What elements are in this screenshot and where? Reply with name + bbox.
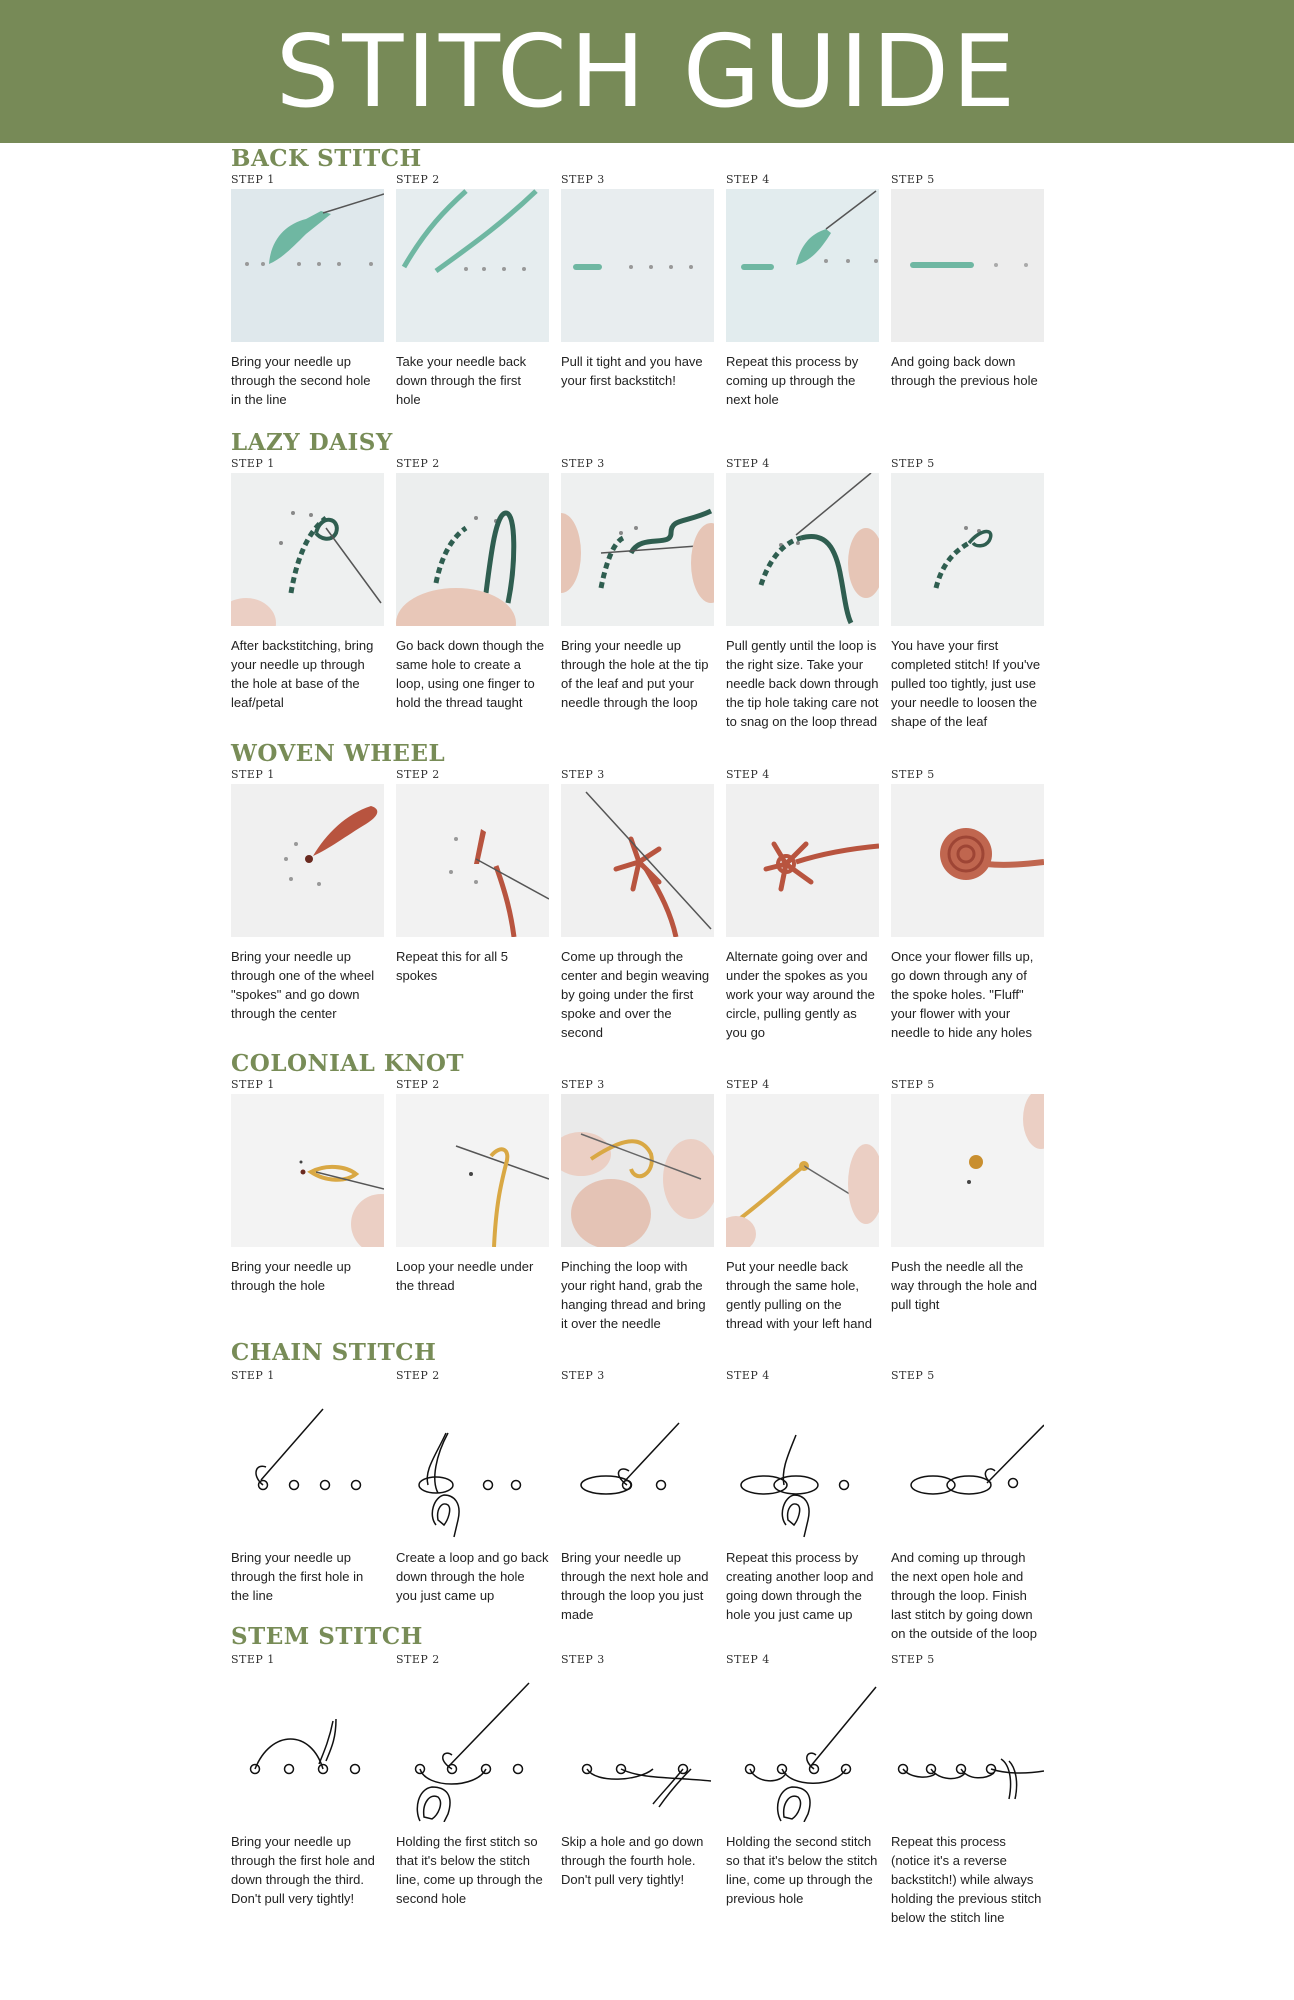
step-photo — [561, 473, 714, 626]
step-photo — [891, 1094, 1044, 1247]
step-description: Come up through the center and begin weaving by going under the first spoke and over the second — [561, 949, 710, 1040]
step-label: STEP 5 — [891, 1653, 935, 1666]
step-card — [561, 1369, 714, 1624]
step-description: Bring your needle up through the first hole in the line — [231, 1550, 364, 1603]
step-description: After backstitching, bring your needle up through the hole at base of the leaf/petal — [231, 638, 374, 710]
step-photo — [396, 1669, 549, 1822]
step-label: STEP 2 — [396, 768, 440, 781]
step-label: STEP 3 — [561, 457, 605, 470]
step-photo — [231, 1094, 384, 1247]
step-label: STEP 1 — [231, 1078, 275, 1091]
step-photo — [561, 1094, 714, 1247]
step-label: STEP 1 — [231, 173, 275, 186]
page-title: STITCH GUIDE — [275, 12, 1019, 130]
step-description: Pull it tight and you have your first backstitch! — [561, 354, 703, 388]
step-label: STEP 1 — [231, 1653, 275, 1666]
step-photo — [396, 473, 549, 626]
step-card — [561, 768, 714, 1042]
step-card — [726, 1078, 879, 1333]
section-title: COLONIAL KNOT — [231, 1050, 465, 1077]
step-card — [396, 768, 549, 985]
section-title: LAZY DAISY — [231, 429, 393, 456]
step-description: Skip a hole and go down through the fourth hole. Don't pull very tightly! — [561, 1834, 704, 1887]
step-description: You have your first completed stitch! If you've pulled too tightly, just use your needle to loosen the shape of the leaf — [891, 638, 1041, 729]
step-card — [396, 1653, 549, 1908]
step-card — [726, 768, 879, 1042]
section-title: CHAIN STITCH — [231, 1339, 437, 1366]
step-label: STEP 1 — [231, 1369, 275, 1382]
step-description: And going back down through the previous hole — [891, 354, 1038, 388]
step-photo — [726, 1385, 879, 1538]
step-card — [891, 1078, 1044, 1314]
step-description: Go back down though the same hole to create a loop, using one finger to hold the thread taught — [396, 638, 545, 710]
step-label: STEP 3 — [561, 1653, 605, 1666]
step-description: Bring your needle up through one of the wheel "spokes" and go down through the center — [231, 949, 375, 1021]
step-description: Take your needle back down through the first hole — [396, 354, 527, 407]
step-photo — [561, 784, 714, 937]
step-label: STEP 4 — [726, 1078, 770, 1091]
step-description: Bring your needle up through the hole at the tip of the leaf and put your needle through the loop — [561, 638, 709, 710]
step-photo — [561, 1669, 714, 1822]
step-label: STEP 2 — [396, 1078, 440, 1091]
step-label: STEP 2 — [396, 457, 440, 470]
step-photo — [891, 189, 1044, 342]
step-card — [891, 457, 1044, 731]
step-description: Bring your needle up through the next hole and through the loop you just made — [561, 1550, 709, 1622]
step-description: Put your needle back through the same hole, gently pulling on the thread with your left hand — [726, 1259, 872, 1331]
step-description: Alternate going over and under the spokes as you work your way around the circle, pulling gently as you go — [726, 949, 875, 1040]
step-label: STEP 2 — [396, 1653, 440, 1666]
step-card — [726, 1369, 879, 1624]
step-description: Push the needle all the way through the hole and pull tight — [891, 1259, 1037, 1312]
step-description: Once your flower fills up, go down through any of the spoke holes. "Fluff" your flower with your needle to hide any holes — [891, 949, 1034, 1040]
step-card — [396, 1369, 549, 1605]
step-photo — [891, 1385, 1044, 1538]
step-label: STEP 5 — [891, 1078, 935, 1091]
step-photo — [396, 1094, 549, 1247]
step-card — [561, 173, 714, 390]
step-label: STEP 5 — [891, 173, 935, 186]
step-photo — [396, 784, 549, 937]
step-photo — [396, 189, 549, 342]
step-label: STEP 2 — [396, 173, 440, 186]
step-description: Bring your needle up through the second hole in the line — [231, 354, 371, 407]
step-photo — [891, 473, 1044, 626]
step-card — [231, 173, 384, 409]
step-label: STEP 5 — [891, 457, 935, 470]
step-card — [396, 1078, 549, 1295]
step-card — [231, 1369, 384, 1605]
step-card — [396, 173, 549, 409]
step-card — [891, 173, 1044, 390]
step-photo — [231, 189, 384, 342]
section-title: STEM STITCH — [231, 1623, 423, 1650]
step-label: STEP 4 — [726, 457, 770, 470]
step-photo — [726, 784, 879, 937]
step-description: Bring your needle up through the first hole and down through the third. Don't pull very tightly! — [231, 1834, 375, 1906]
header-banner — [0, 0, 1294, 143]
step-description: Create a loop and go back down through the hole you just came up — [396, 1550, 549, 1603]
step-description: Pinching the loop with your right hand, grab the hanging thread and bring it over the needle — [561, 1259, 706, 1331]
step-card — [231, 768, 384, 1023]
step-description: Loop your needle under the thread — [396, 1259, 534, 1293]
step-description: And coming up through the next open hole and through the loop. Finish last stitch by going down on the outside of the loop — [891, 1550, 1038, 1641]
step-photo — [891, 1669, 1044, 1822]
step-photo — [726, 1094, 879, 1247]
step-photo — [561, 1385, 714, 1538]
step-description: Holding the second stitch so that it's below the stitch line, come up through the previous hole — [726, 1834, 878, 1906]
step-photo — [231, 1669, 384, 1822]
step-label: STEP 4 — [726, 1653, 770, 1666]
step-description: Holding the first stitch so that it's below the stitch line, come up through the second hole — [396, 1834, 543, 1906]
step-card — [561, 457, 714, 712]
step-label: STEP 1 — [231, 457, 275, 470]
step-card — [231, 1653, 384, 1908]
step-card — [231, 1078, 384, 1295]
step-description: Repeat this for all 5 spokes — [396, 949, 509, 983]
section-title: BACK STITCH — [231, 145, 422, 172]
step-photo — [726, 189, 879, 342]
step-description: Bring your needle up through the hole — [231, 1259, 351, 1293]
step-label: STEP 5 — [891, 768, 935, 781]
section-title: WOVEN WHEEL — [231, 740, 446, 767]
step-label: STEP 3 — [561, 1369, 605, 1382]
step-label: STEP 3 — [561, 173, 605, 186]
step-photo — [231, 1385, 384, 1538]
step-description: Pull gently until the loop is the right size. Take your needle back down through the tip hole taking care not to snag on the loop thread — [726, 638, 879, 729]
step-card — [726, 173, 879, 409]
step-photo — [726, 1669, 879, 1822]
step-photo — [231, 784, 384, 937]
step-photo — [561, 189, 714, 342]
step-label: STEP 5 — [891, 1369, 935, 1382]
step-description: Repeat this process (notice it's a reverse backstitch!) while always holding the previous stitch below the stitch line — [891, 1834, 1042, 1925]
step-photo — [396, 1385, 549, 1538]
step-photo — [891, 784, 1044, 937]
step-card — [561, 1653, 714, 1889]
step-card — [891, 768, 1044, 1042]
step-label: STEP 2 — [396, 1369, 440, 1382]
step-card — [726, 1653, 879, 1908]
step-description: Repeat this process by creating another loop and going down through the hole you just came up — [726, 1550, 874, 1622]
step-card — [231, 457, 384, 712]
step-card — [891, 1369, 1044, 1643]
step-card — [396, 457, 549, 712]
step-description: Repeat this process by coming up through the next hole — [726, 354, 859, 407]
step-card — [891, 1653, 1044, 1927]
step-label: STEP 3 — [561, 768, 605, 781]
step-card — [726, 457, 879, 731]
step-label: STEP 1 — [231, 768, 275, 781]
step-photo — [726, 473, 879, 626]
step-photo — [231, 473, 384, 626]
step-label: STEP 4 — [726, 1369, 770, 1382]
step-label: STEP 3 — [561, 1078, 605, 1091]
step-label: STEP 4 — [726, 768, 770, 781]
step-card — [561, 1078, 714, 1333]
step-label: STEP 4 — [726, 173, 770, 186]
